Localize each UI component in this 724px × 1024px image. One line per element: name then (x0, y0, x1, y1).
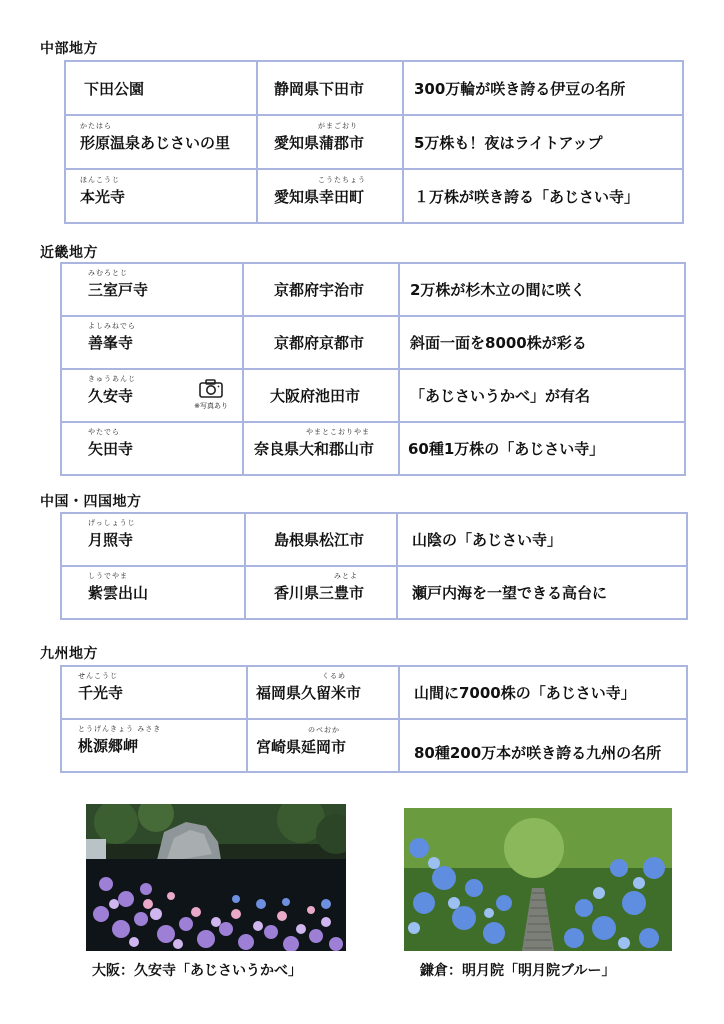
spot-name: よしみねでら 善峯寺 (61, 316, 243, 369)
caption-left: 大阪：久安寺「あじさいうかべ」 (92, 963, 302, 979)
spot-name: しうでやま 紫雲出山 (61, 566, 245, 619)
section-heading-chugoku: 中国・四国地方 (40, 494, 142, 510)
camera-icon (194, 378, 228, 411)
spot-desc: 瀬戸内海を一望できる高台に (397, 566, 687, 619)
furigana: きゅうあんじ (88, 375, 136, 383)
spot-name: 下田公園 (65, 61, 257, 115)
table-row (61, 513, 687, 566)
spot-desc: 山陰の「あじさい寺」 (397, 513, 687, 566)
table-row (61, 263, 685, 316)
photo-meigetsuin (404, 808, 672, 951)
spot-place: 静岡県下田市 (257, 61, 403, 115)
table-row (61, 422, 685, 475)
spot-place: のべおか 宮崎県延岡市 (247, 719, 399, 772)
table-kyushu (60, 665, 688, 773)
spot-place: 大阪府池田市 (243, 369, 399, 422)
spot-place: がまごおり 愛知県蒲郡市 (257, 115, 403, 169)
section-heading-chubu: 中部地方 (40, 41, 98, 57)
spot-place: 京都府京都市 (243, 316, 399, 369)
photo-note: ※写真あり (194, 402, 228, 410)
table-row (61, 369, 685, 422)
spot-place: くるめ 福岡県久留米市 (247, 666, 399, 719)
spot-desc: 5万株も！夜はライトアップ (403, 115, 683, 169)
furigana: かたはら (80, 121, 112, 130)
spot-desc: 山間に7000株の「あじさい寺」 (399, 666, 687, 719)
spot-desc: 斜面一面を8000株が彩る (399, 316, 685, 369)
furigana: こうたちょう (318, 175, 366, 184)
furigana: げっしょうじ (88, 519, 136, 527)
table-row (65, 61, 683, 115)
spot-name: かたはら 形原温泉あじさいの里 (65, 115, 257, 169)
section-heading-kinki: 近畿地方 (40, 245, 98, 261)
spot-name: やたでら 矢田寺 (61, 422, 243, 475)
spot-place: みとよ 香川県三豊市 (245, 566, 397, 619)
furigana: しうでやま (88, 572, 128, 580)
spot-desc: 300万輪が咲き誇る伊豆の名所 (403, 61, 683, 115)
spot-desc: １万株が咲き誇る「あじさい寺」 (403, 169, 683, 223)
furigana: みとよ (334, 572, 358, 580)
spot-name: みむろとじ 三室戸寺 (61, 263, 243, 316)
spot-place: 島根県松江市 (245, 513, 397, 566)
furigana: のべおか (308, 726, 340, 734)
caption-right: 鎌倉：明月院「明月院ブルー」 (420, 963, 616, 979)
spot-desc: 80種200万本が咲き誇る九州の名所 (399, 719, 687, 772)
spot-desc: 「あじさいうかべ」が有名 (399, 369, 685, 422)
furigana: ほんこうじ (80, 175, 120, 184)
furigana: よしみねでら (88, 322, 136, 330)
furigana: せんこうじ (78, 672, 118, 680)
table-row (61, 666, 687, 719)
table-row (61, 719, 687, 772)
table-row (65, 169, 683, 223)
photo-kyuanji (86, 804, 346, 951)
spot-name: げっしょうじ 月照寺 (61, 513, 245, 566)
spot-name: ほんこうじ 本光寺 (65, 169, 257, 223)
table-chubu (64, 60, 684, 224)
furigana: とうげんきょう みさき (78, 725, 162, 733)
furigana: やまとこおりやま (306, 428, 370, 436)
spot-place: 京都府宇治市 (243, 263, 399, 316)
furigana: みむろとじ (88, 269, 128, 277)
spot-name: とうげんきょう みさき 桃源郷岬 (61, 719, 247, 772)
spot-place: やまとこおりやま 奈良県大和郡山市 (243, 422, 399, 475)
spot-desc: 2万株が杉木立の間に咲く (399, 263, 685, 316)
furigana: がまごおり (318, 121, 358, 130)
table-row (65, 115, 683, 169)
furigana: くるめ (322, 672, 346, 680)
table-kinki (60, 262, 686, 476)
spot-place: こうたちょう 愛知県幸田町 (257, 169, 403, 223)
furigana: やたでら (88, 428, 120, 436)
spot-desc: 60種1万株の「あじさい寺」 (399, 422, 685, 475)
table-row (61, 316, 685, 369)
spot-name: きゅうあんじ 久安寺 ※写真あり (61, 369, 243, 422)
section-heading-kyushu: 九州地方 (40, 646, 98, 662)
spot-name: せんこうじ 千光寺 (61, 666, 247, 719)
table-row (61, 566, 687, 619)
table-chugoku (60, 512, 688, 620)
